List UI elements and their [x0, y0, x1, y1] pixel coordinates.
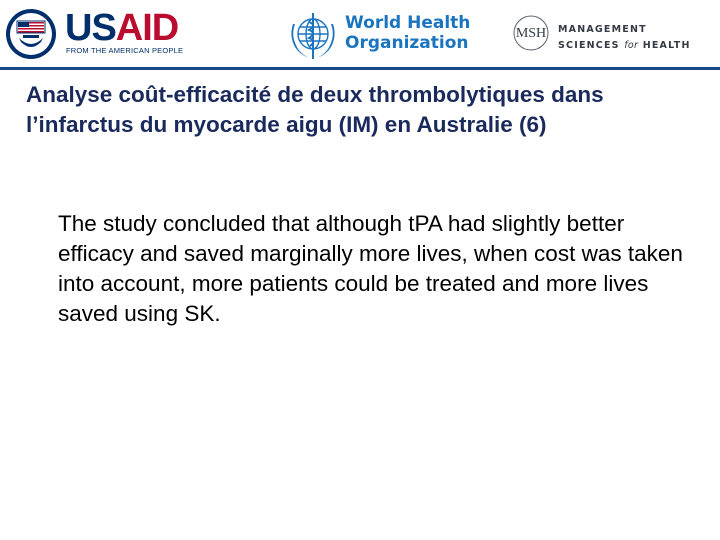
msh-monogram: MSH: [515, 26, 547, 41]
header-divider: [0, 67, 720, 70]
msh-logo-icon: [508, 12, 554, 54]
who-name: [345, 13, 470, 53]
msh-name-for: for: [624, 40, 639, 51]
usaid-tagline: FROM THE AMERICAN PEOPLE: [66, 46, 184, 55]
who-name-line1: World Health: [345, 13, 471, 33]
slide-body-text: The study concluded that although tPA had slightly better efficacy and saved marginally more lives, when cost was taken into account, more patients could be treated and more lives saved using SK.: [58, 211, 683, 326]
usaid-seal-icon: [5, 8, 57, 60]
msh-name-health: HEALTH: [642, 40, 691, 51]
who-name-line2: Organization: [345, 33, 469, 53]
usaid-wordmark-us: US: [65, 7, 116, 49]
msh-name-sciences: SCIENCES: [558, 40, 620, 51]
usaid-wordmark: [65, 9, 178, 47]
msh-name: [558, 22, 691, 54]
msh-name-line2: [558, 38, 691, 54]
usaid-wordmark-aid: AID: [115, 7, 179, 49]
slide-title: Analyse coût-efficacité de deux thrombolytiques dans l’infarctus du myocarde aigu (IM) en Australie (6): [26, 82, 604, 137]
msh-name-line1: MANAGEMENT: [558, 24, 647, 35]
who-emblem-icon: [285, 10, 341, 62]
logo-bar: [0, 0, 720, 66]
